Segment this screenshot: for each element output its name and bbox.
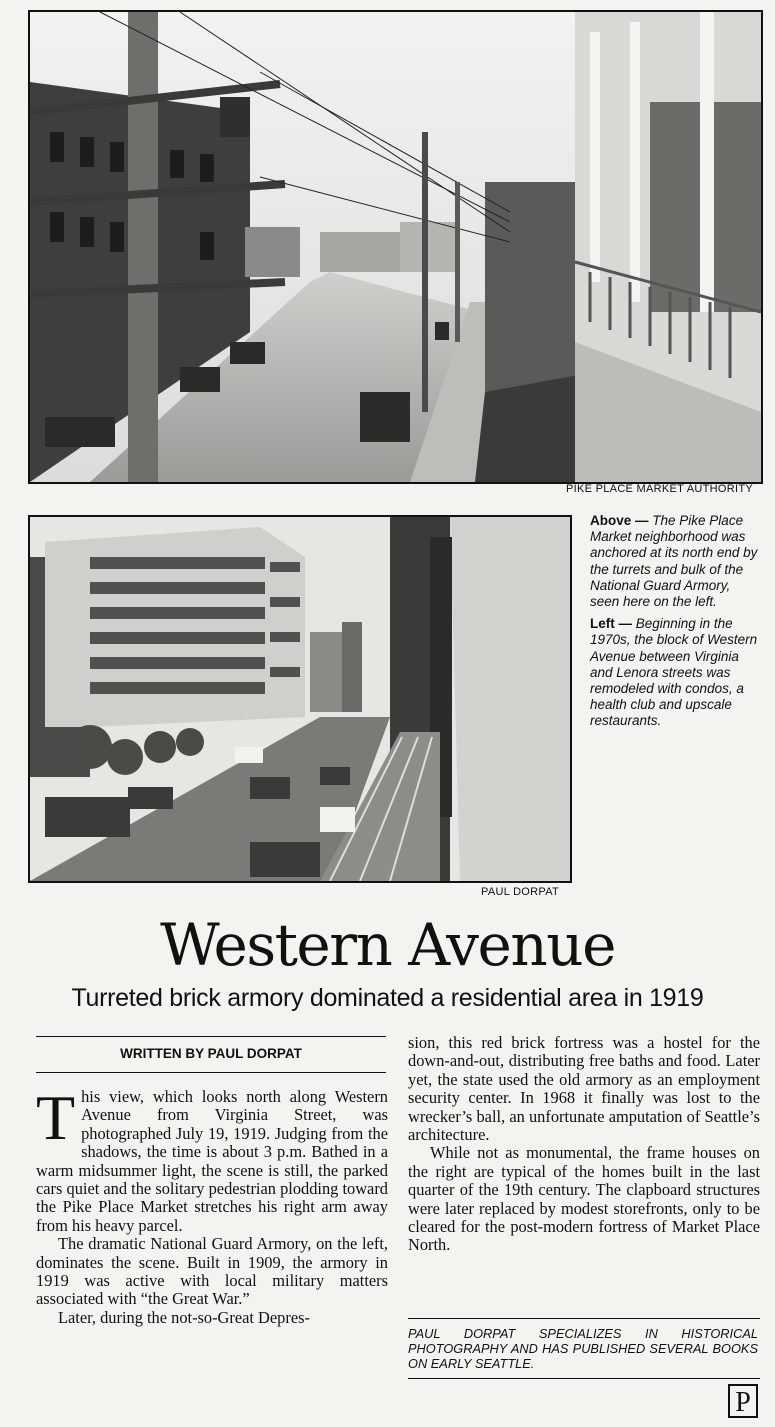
caption-left-text: Beginning in the 1970s, the block of Western Avenue between Virginia and Lenora streets was remodeled with condos, a health club and upscale restaurants. bbox=[590, 616, 758, 729]
article-column-1 bbox=[36, 1082, 388, 1327]
caption-above bbox=[590, 513, 762, 610]
top-photo-credit: PIKE PLACE MARKET AUTHORITY bbox=[566, 483, 753, 495]
section-mark: P bbox=[728, 1384, 758, 1418]
paragraph-4: sion, this red brick fortress was a hostel for the down-and-out, distributing free baths and food. Later yet, the state used the old armory as an employment security center. In 1968 it finally was lost to the wrecker’s ball, an unfortunate amputation of Seattle’s architecture. bbox=[408, 1033, 760, 1145]
byline-rule-top bbox=[36, 1036, 386, 1037]
caption-left bbox=[590, 616, 762, 729]
photo-caption bbox=[590, 513, 762, 736]
caption-above-text: The Pike Place Market neighborhood was anchored at its north end by the turrets and bulk of the National Guard Armory, seen here on the left. bbox=[590, 513, 758, 610]
article-deck: Turreted brick armory dominated a residential area in 1919 bbox=[71, 984, 704, 1012]
bio-rule-bottom bbox=[408, 1378, 760, 1379]
paragraph-3: Later, during the not-so-Great Depres- bbox=[58, 1307, 310, 1327]
article-headline: Western Avenue bbox=[160, 911, 615, 979]
bio-rule-top bbox=[408, 1318, 760, 1319]
paragraph-5: While not as monumental, the frame houses on the right are typical of the homes built in the last quarter of the 19th century. The clapboard structures were later replaced by modest storefronts, only to be cleared for the post-modern fortress of Market Place North. bbox=[408, 1143, 760, 1255]
paragraph-2: The dramatic National Guard Armory, on the left, dominates the scene. Built in 1909, the armory in 1919 was active with local military matters associated with “the Great War.” bbox=[36, 1234, 388, 1309]
historical-photo-1919 bbox=[28, 10, 763, 484]
caption-above-label: Above — bbox=[590, 513, 649, 528]
article-column-2 bbox=[408, 1034, 760, 1255]
byline-rule-bottom bbox=[36, 1072, 386, 1073]
paragraph-1 bbox=[36, 1082, 388, 1235]
author-bio: PAUL DORPAT SPECIALIZES IN HISTORICAL PHOTOGRAPHY AND HAS PUBLISHED SEVERAL BOOKS ON EARLY SEATTLE. bbox=[408, 1326, 758, 1371]
paragraph-1-text: his view, which looks north along Western Avenue from Virginia Street, was photographed July 19, 1919. Judging from the shadows, the time is about 3 p.m. Bathed in a warm midsummer light, the scene is still, the parked cars quiet and the solitary pedestrian plodding toward the Pike Place Market stretches his right arm away from his heavy parcel. bbox=[36, 1087, 388, 1235]
drop-cap: T bbox=[36, 1082, 76, 1153]
middle-photo-credit: PAUL DORPAT bbox=[481, 886, 560, 898]
modern-photo bbox=[28, 515, 572, 883]
caption-left-label: Left — bbox=[590, 616, 632, 632]
byline: WRITTEN BY PAUL DORPAT bbox=[120, 1046, 302, 1061]
